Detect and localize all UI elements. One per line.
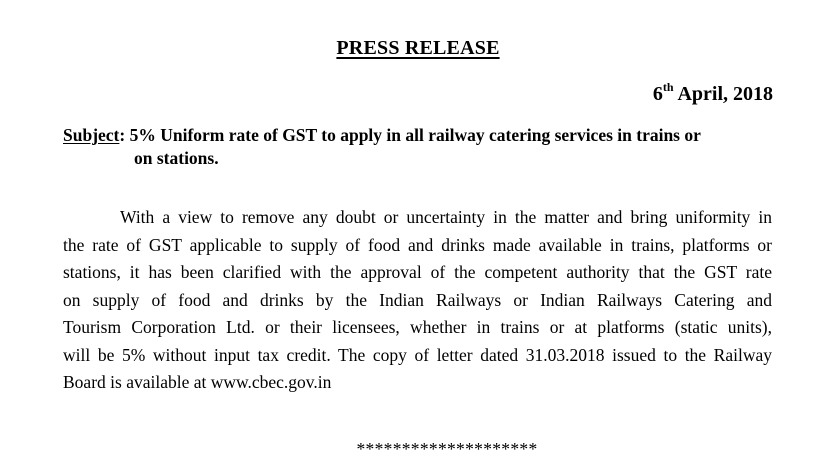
subject-line-2: on stations. bbox=[134, 148, 219, 168]
body-line-with-link[interactable]: Board is available at www.cbec.gov.in bbox=[63, 372, 332, 392]
body-line: will be 5% without input tax credit. The copy of letter dated 31.03.2018 issued to the Railway bbox=[63, 344, 772, 365]
subject-line-1: 5% Uniform rate of GST to apply in all railway catering services in trains or bbox=[129, 125, 701, 145]
body-line: on supply of food and drinks by the Indian Railways or Indian Railways Catering and bbox=[63, 289, 772, 310]
date-suffix: th bbox=[662, 80, 674, 95]
date-day: 6 bbox=[652, 83, 663, 105]
body-line: Tourism Corporation Ltd. or their licensees, whether in trains or at platforms (static units), bbox=[63, 317, 772, 337]
subject-block: Subject: 5% Uniform rate of GST to apply in all railway catering services in trains or on stations. bbox=[63, 124, 763, 170]
body-line: With a view to remove any doubt or uncertainty in the matter and bring uniformity in bbox=[120, 207, 772, 227]
page-title: PRESS RELEASE bbox=[336, 37, 500, 59]
release-date bbox=[653, 82, 773, 106]
date-rest: April, 2018 bbox=[677, 83, 773, 105]
subject-label: Subject bbox=[63, 125, 120, 145]
body-line: stations, it has been clarified with the approval of the competent authority that the GST rate bbox=[63, 262, 772, 282]
body-paragraph bbox=[63, 204, 772, 397]
body-line: the rate of GST applicable to supply of food and drinks made available in trains, platforms or bbox=[63, 234, 772, 255]
end-separator: ******************** bbox=[356, 439, 538, 459]
